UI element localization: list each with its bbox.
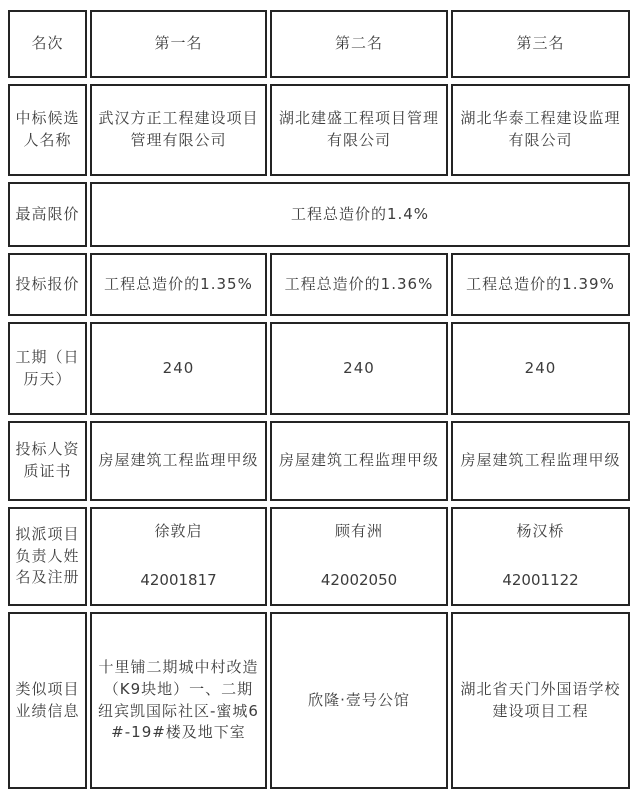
table-row-duration [8,322,630,415]
manager-name: 顾有洲 [334,522,383,541]
candidate-name-cell-first: 武汉方正工程建设项目管理有限公司 [90,84,267,176]
table-row-max-price-limit [8,182,630,247]
project-manager-cell-second [270,507,448,606]
project-manager-row-header: 拟派项目负责人姓名及注册 [8,507,87,606]
project-manager-cell-first [90,507,267,606]
similar-projects-cell-first: 十里铺二期城中村改造（K9块地）一、二期纽宾凯国际社区-蜜城6#-19#楼及地下室 [90,612,267,789]
manager-registration-number: 42001817 [140,571,217,589]
max-price-merged-cell: 工程总造价的1.4% [90,182,630,247]
table-row-similar-projects [8,612,630,789]
similar-projects-cell-third: 湖北省天门外国语学校建设项目工程 [451,612,630,789]
rank-first-cell: 第一名 [90,10,267,78]
qualification-cell-first: 房屋建筑工程监理甲级 [90,421,267,501]
project-manager-cell-third [451,507,630,606]
duration-row-header: 工期（日历天） [8,322,87,415]
duration-cell-first: 240 [90,322,267,415]
table-row-candidate-name [8,84,630,176]
max-price-row-header: 最高限价 [8,182,87,247]
bid-evaluation-table [5,4,633,795]
qualification-cell-second: 房屋建筑工程监理甲级 [270,421,448,501]
manager-registration-number: 42002050 [320,571,398,589]
candidate-name-row-header: 中标候选人名称 [8,84,87,176]
candidate-name-cell-third: 湖北华泰工程建设监理有限公司 [451,84,630,176]
rank-header-cell: 名次 [8,10,87,78]
bid-quote-row-header: 投标报价 [8,253,87,316]
rank-third-cell: 第三名 [451,10,630,78]
duration-cell-third: 240 [451,322,630,415]
manager-name: 杨汉桥 [516,522,565,541]
table-row-rank [8,10,630,78]
duration-cell-second: 240 [270,322,448,415]
bid-quote-cell-third: 工程总造价的1.39% [451,253,630,316]
similar-projects-cell-second: 欣隆·壹号公馆 [270,612,448,789]
rank-second-cell: 第二名 [270,10,448,78]
table-row-qualification [8,421,630,501]
table-row-project-manager [8,507,630,606]
qualification-cell-third: 房屋建筑工程监理甲级 [451,421,630,501]
manager-registration-number: 42001122 [502,571,579,589]
table-row-bid-quote [8,253,630,316]
qualification-row-header: 投标人资质证书 [8,421,87,501]
bid-quote-cell-second: 工程总造价的1.36% [270,253,448,316]
similar-projects-row-header: 类似项目业绩信息 [8,612,87,789]
bid-quote-cell-first: 工程总造价的1.35% [90,253,267,316]
candidate-name-cell-second: 湖北建盛工程项目管理有限公司 [270,84,448,176]
manager-name: 徐敦启 [154,522,203,541]
